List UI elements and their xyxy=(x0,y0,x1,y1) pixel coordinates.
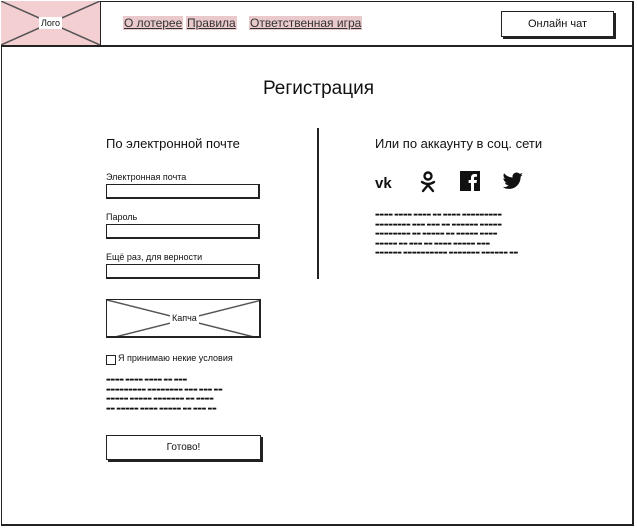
logo[interactable] xyxy=(1,1,101,45)
page-title: Регистрация xyxy=(262,78,375,99)
svg-text:vk: vk xyxy=(375,175,392,192)
terms-checkbox[interactable] xyxy=(106,355,116,365)
social-placeholder-text-block: ▬▬▬▬ ▬▬▬▬ ▬▬▬▬ ▬▬ ▬▬▬▬ ▬▬▬▬▬▬▬▬▬ ▬▬▬▬▬▬▬▬ ▬▬▬ ▬▬▬ ▬▬ ▬▬▬▬▬▬ ▬▬▬▬▬ ▬▬▬▬▬▬▬▬ ▬▬ ▬▬▬▬▬ ▬▬ ▬▬▬▬▬ ▬▬▬▬ ▬▬▬▬▬ ▬▬ ▬▬▬ ▬▬ ▬▬▬▬ ▬▬▬▬▬ ▬▬▬ ▬▬▬▬▬▬ ▬▬▬▬▬▬▬▬▬▬ ▬▬▬▬▬▬▬ ▬▬▬▬▬▬ ▬▬ xyxy=(375,212,518,256)
logo-label: Лого xyxy=(41,18,61,28)
submit-button[interactable]: Готово! xyxy=(106,435,261,460)
twitter-icon[interactable] xyxy=(502,171,524,191)
password-label: Пароль xyxy=(106,212,138,222)
captcha[interactable] xyxy=(106,299,261,338)
email-label: Электронная почта xyxy=(106,172,187,182)
captcha-label: Капча xyxy=(172,313,197,323)
email-field[interactable] xyxy=(106,184,260,199)
section-divider xyxy=(317,128,319,279)
nav-link-about[interactable]: О лотерее xyxy=(124,16,183,30)
nav-link-rules[interactable]: Правила xyxy=(187,16,236,30)
password-repeat-field[interactable] xyxy=(106,264,260,279)
facebook-icon[interactable] xyxy=(460,171,480,191)
odnoklassniki-icon[interactable] xyxy=(419,171,437,193)
header xyxy=(1,1,634,47)
terms-label: Я принимаю некие условия xyxy=(118,353,233,363)
password-field[interactable] xyxy=(106,224,260,239)
vk-icon[interactable] xyxy=(375,171,397,193)
placeholder-text-block: ▬▬▬▬ ▬▬▬▬ ▬▬▬▬ ▬▬ ▬▬▬ ▬▬▬▬▬▬▬▬▬ ▬▬▬▬▬▬▬▬ ▬▬▬ ▬▬▬ ▬▬ ▬▬▬▬▬ ▬▬▬▬▬ ▬▬▬▬▬▬▬ ▬▬ ▬▬▬▬ ▬▬ ▬▬▬▬▬ ▬▬▬▬ ▬▬▬▬▬ ▬▬ ▬▬▬ ▬▬ xyxy=(106,377,223,412)
email-section-title: По электронной почте xyxy=(106,136,240,151)
online-chat-button[interactable]: Онлайн чат xyxy=(501,11,614,37)
nav-link-responsible-gaming[interactable]: Ответственная игра xyxy=(250,16,362,30)
social-section-title: Или по аккаунту в соц. сети xyxy=(375,136,543,151)
password-repeat-label: Ещё раз, для верности xyxy=(106,252,203,262)
